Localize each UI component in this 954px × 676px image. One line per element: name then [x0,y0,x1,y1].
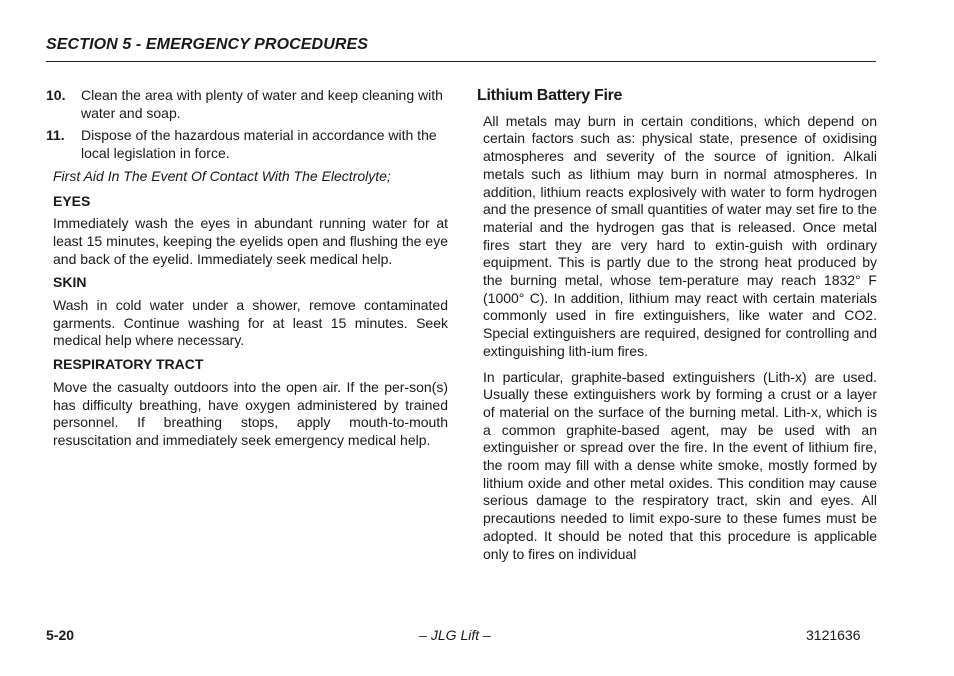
header-divider [46,61,876,62]
skin-paragraph: Wash in cold water under a shower, remove contaminated garments. Continue washing for at least 15 minutes. Seek medical help where necessary. [53,297,448,349]
page-number: 5-20 [46,627,75,643]
respiratory-heading: RESPIRATORY TRACT [53,356,204,373]
lithium-paragraph-2: In particular, graphite-based extinguishers (Lith-x) are used. Usually these extinguishers work by forming a crust or a layer of material on the surface of the burning metal. Lith-x, which is a common graphite-based agent, may be used with an extinguisher or spread over the fire. In the event of lithium fire, the room may fill with a dense white smoke, mostly formed by lithium oxide and other metal oxides. This condition may cause serious damage to the respiratory tract, skin and eyes. All precautions needed to limit expo-sure to these fumes must be adopted. It should be noted that this procedure is applicable only to fires on individual [483,368,877,562]
step-text: Clean the area with plenty of water and keep cleaning with water and soap. [81,87,443,121]
step-text: Dispose of the hazardous material in accordance with the local legislation in force. [81,127,437,162]
right-column [477,87,877,571]
step-number: 10. [46,87,66,103]
document-number: 3121636 [806,627,861,643]
step-11 [46,127,448,162]
footer-brand: – JLG Lift – [419,627,491,643]
step-10 [46,87,448,122]
lithium-paragraph-1: All metals may burn in certain conditions, which depend on certain factors such as: physical state, presence of oxidising atmospheres and severity of the source of ignition. Alkali metals such as lithium may burn in normal atmospheres. In addition, lithium reacts explosively with water to form hydrogen and the presence of small quantities of water may set fire to the material and the hydrogen gas that is released. Once metal fires start they are very hard to extin-guish with ordinary equipment. This is partly due to the strong heat produced by the burning metal, whose tem-perature may reach 1832° F (1000° C). In addition, lithium may react with certain materials commonly used in fire extinguishers, like water and CO2. Special extinguishers are required, designed for controlling and extinguishing lith-ium fires. [483,112,877,359]
section-header: SECTION 5 - EMERGENCY PROCEDURES [46,36,369,53]
step-number: 11. [46,127,65,144]
lithium-fire-title: Lithium Battery Fire [477,87,623,104]
respiratory-paragraph: Move the casualty outdoors into the open air. If the per-son(s) has difficulty breathing, have oxygen administered by trained personnel. If breathing stops, apply mouth-to-mouth resuscitation and immediately seek emergency medical help. [53,378,448,448]
first-aid-intro: First Aid In The Event Of Contact With The Electrolyte; [53,167,391,184]
left-column [46,87,448,456]
eyes-heading: EYES [53,192,91,209]
skin-heading: SKIN [53,274,87,291]
eyes-paragraph: Immediately wash the eyes in abundant running water for at least 15 minutes, keeping the eyelids open and flushing the eye and back of the eyelid. Immediately seek medical help. [53,215,448,267]
